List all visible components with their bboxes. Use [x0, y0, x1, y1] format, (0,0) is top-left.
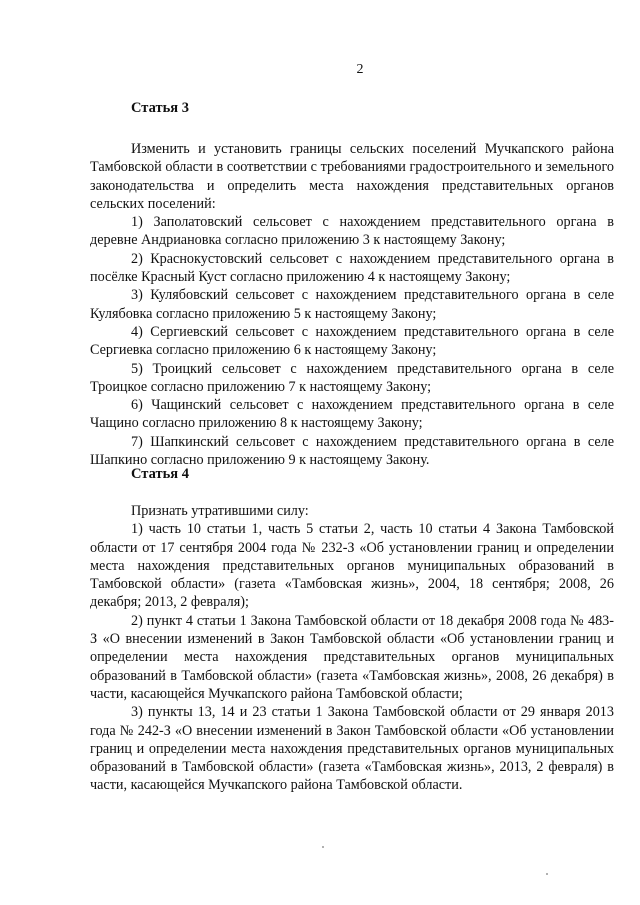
scan-speck [322, 846, 324, 848]
article-3-item-3: 3) Кулябовский сельсовет с нахождением представительного органа в селе Кулябовка согласно приложению 5 к настоящему Закону; [90, 287, 614, 322]
article-3-intro: Изменить и установить границы сельских поселений Мучкапского района Тамбовской области в соответствии с требованиями градостроительного и земельного законодательства и определить места нахождения представительных органов сельских поселений: [90, 141, 614, 212]
article-4-item-3: 3) пункты 13, 14 и 23 статьи 1 Закона Тамбовской области от 29 января 2013 года № 242-З «О внесении изменений в Закон Тамбовской области «Об установлении границ и определении места нахождения представительных органов муниципальных образований в Тамбовской области» (газета «Тамбовская жизнь», 2013, 2 февраля) в части, касающейся Мучкапского района Тамбовской области. [90, 704, 614, 794]
article-3-item-6: 6) Чащинский сельсовет с нахождением представительного органа в селе Чащино согласно приложению 8 к настоящему Закону; [90, 397, 614, 432]
article-4-body [90, 502, 614, 795]
article-3-item-5: 5) Троицкий сельсовет с нахождением представительного органа в селе Троицкое согласно приложению 7 к настоящему Закону; [90, 360, 614, 395]
article-3-item-4: 4) Сергиевский сельсовет с нахождением представительного органа в селе Сергиевка согласно приложению 6 к настоящему Закону; [90, 323, 614, 359]
article-3-item-7: 7) Шапкинский сельсовет с нахождением представительного органа в селе Шапкино согласно приложению 9 к настоящему Закону. [90, 433, 614, 469]
article-4-item-2: 2) пункт 4 статьи 1 Закона Тамбовской области от 18 декабря 2008 года № 483-З «О внесении изменений в Закон Тамбовской области «Об установлении границ и определении места нахождения представительных органов муниципальных образований в Тамбовской области» (газета «Тамбовская жизнь», 2008, 26 декабря) в части, касающейся Мучкапского района Тамбовской области; [90, 612, 614, 702]
article-3-item-1: 1) Заполатовский сельсовет с нахождением представительного органа в деревне Андриановка согласно приложению 3 к настоящему Закону; [90, 214, 614, 249]
article-4-intro: Признать утратившими силу: [131, 503, 309, 519]
article-3-heading: Статья 3 [131, 100, 189, 116]
article-4-heading: Статья 4 [131, 466, 189, 482]
article-4-item-1: 1) часть 10 статьи 1, часть 5 статьи 2, часть 10 статьи 4 Закона Тамбовской области от 17 сентября 2004 года № 232-З «Об установлении границ и определении места нахождения представительных органов муниципальных образований в Тамбовской области» (газета «Тамбовская жизнь», 2004, 18 сентября; 2008, 26 декабря; 2013, 2 февраля); [90, 521, 614, 611]
scan-speck [546, 873, 548, 875]
article-3-item-2: 2) Краснокустовский сельсовет с нахождением представительного органа в посёлке Красный Куст согласно приложению 4 к настоящему Закону; [90, 250, 614, 286]
page-number: 2 [356, 62, 364, 77]
article-3-body [90, 140, 614, 469]
